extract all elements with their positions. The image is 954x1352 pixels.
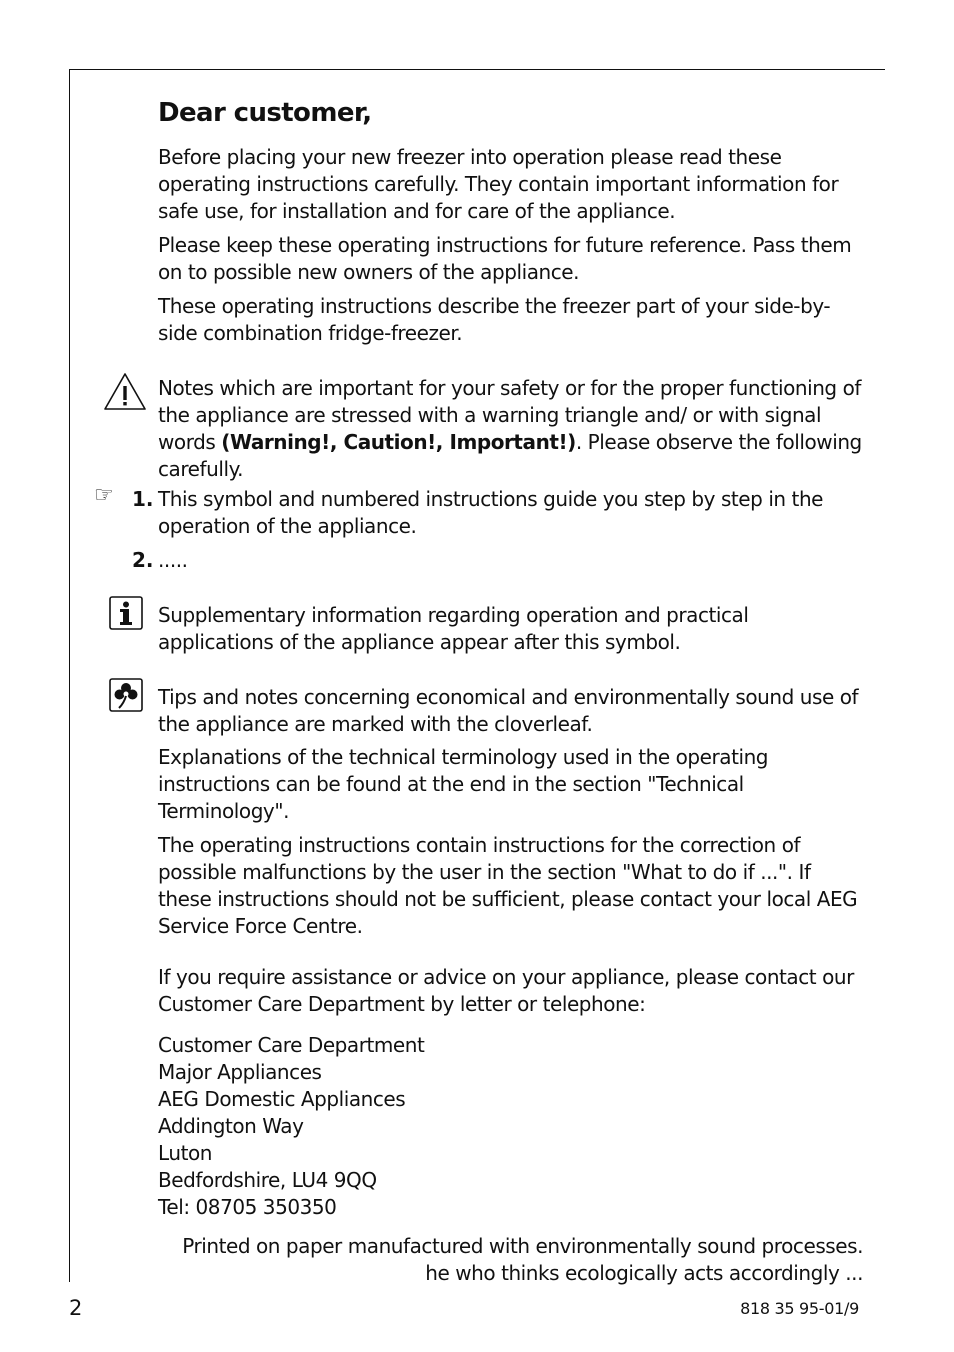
step-2: [132, 547, 863, 574]
info-note: [158, 602, 863, 656]
signal-words: (Warning!, Caution!, Important!): [221, 430, 576, 454]
address-telephone: Tel: 08705 350350: [158, 1195, 337, 1219]
warning-text-after: . Please observe the following carefully.: [158, 430, 862, 481]
address-line: Luton: [158, 1141, 212, 1165]
eco-text: Tips and notes concerning economical and environmentally sound use of the appliance are marked with the cloverleaf.: [158, 685, 859, 736]
page-content: [94, 96, 863, 1287]
warning-triangle-icon: [102, 371, 148, 417]
cloverleaf-icon: [109, 678, 143, 716]
pointing-hand-icon: ☞: [94, 483, 114, 508]
address-line: AEG Domestic Appliances: [158, 1087, 406, 1111]
step-text: .....: [158, 548, 188, 572]
document-number: 818 35 95-01/9: [740, 1299, 859, 1318]
intro-paragraph-1: Before placing your new freezer into operation please read these operating instructions carefully. They contain important information for safe use, for installation and for care of the appliance.: [158, 145, 839, 223]
left-rule: [69, 69, 70, 1282]
intro-paragraph-3: These operating instructions describe the freezer part of your side-by-side combination fridge-freezer.: [158, 294, 831, 345]
page-number: 2: [69, 1296, 83, 1320]
step-number: 2.: [132, 548, 154, 572]
address-block: [158, 1032, 863, 1221]
info-text: Supplementary information regarding operation and practical applications of the appliance appear after this symbol.: [158, 603, 749, 654]
malfunctions-paragraph: The operating instructions contain instructions for the correction of possible malfunctions by the user in the section "What to do if ...". If these instructions should not be sufficient, please contact your local AEG Service Force Centre.: [158, 833, 858, 938]
assistance-paragraph: If you require assistance or advice on your appliance, please contact our Customer Care Department by letter or telephone:: [158, 965, 854, 1016]
eco-paper-line-1: Printed on paper manufactured with environmentally sound processes.: [182, 1234, 863, 1258]
eco-note: [158, 684, 863, 738]
page-title: Dear customer,: [158, 98, 372, 128]
terminology-paragraph: Explanations of the technical terminology used in the operating instructions can be found at the end in the section "Technical Terminology".: [158, 745, 769, 823]
address-line: Customer Care Department: [158, 1033, 425, 1057]
intro-paragraph-2: Please keep these operating instructions for future reference. Pass them on to possible new owners of the appliance.: [158, 233, 852, 284]
address-line: Bedfordshire, LU4 9QQ: [158, 1168, 377, 1192]
step-number: 1.: [132, 487, 154, 511]
step-1: [94, 483, 863, 540]
eco-paper-note: [158, 1233, 863, 1287]
warning-text-before: Notes which are important for your safety or for the proper functioning of the appliance are stressed with a warning triangle and/ or with signal words: [158, 376, 861, 454]
info-icon: [109, 596, 143, 634]
eco-paper-line-2: he who thinks ecologically acts accordingly ...: [425, 1261, 863, 1285]
step-text: This symbol and numbered instructions guide you step by step in the operation of the appliance.: [158, 487, 824, 538]
warning-note: [158, 375, 863, 483]
top-rule: [69, 69, 885, 70]
address-line: Addington Way: [158, 1114, 304, 1138]
address-line: Major Appliances: [158, 1060, 322, 1084]
